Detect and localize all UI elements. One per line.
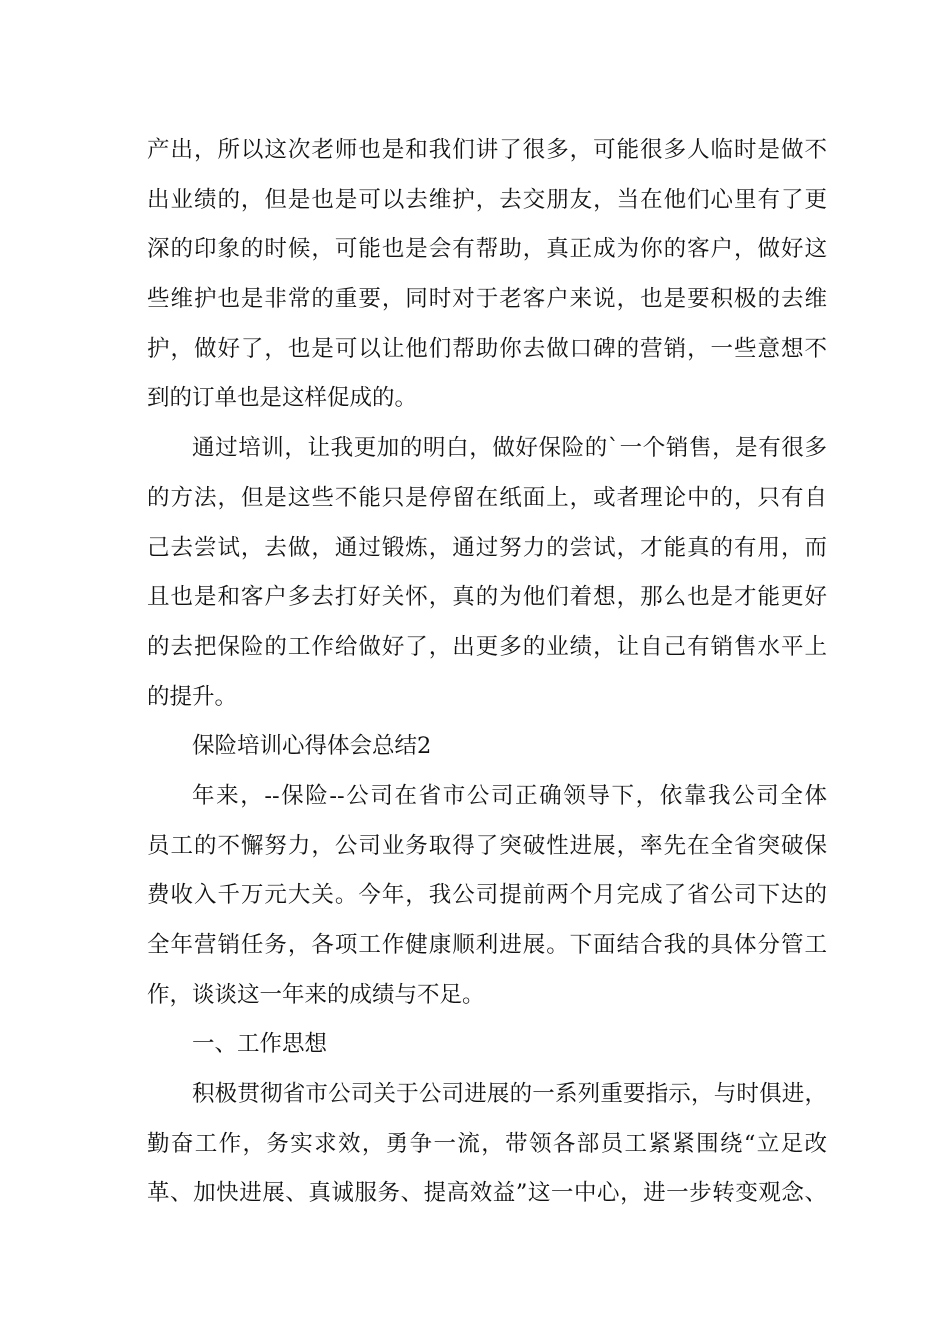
text-line: 全年营销任务，各项工作健康顺利进展。下面结合我的具体分管工 <box>147 932 827 958</box>
paragraph-start-line: 积极贯彻省市公司关于公司进展的一系列重要指示，与时俱进， <box>192 1081 827 1108</box>
text-line: 的方法，但是这些不能只是停留在纸面上，或者理论中的，只有自 <box>147 484 827 511</box>
text-line: 且也是和客户多去打好关怀，真的为他们着想，那么也是才能更好 <box>147 584 827 611</box>
text-line: 员工的不懈努力，公司业务取得了突破性进展，率先在全省突破保 <box>147 832 827 859</box>
text-line: 勤奋工作，务实求效，勇争一流，带领各部员工紧紧围绕“立足改 <box>147 1130 827 1157</box>
text-line: 护，做好了，也是可以让他们帮助你去做口碑的营销，一些意想不 <box>147 335 827 362</box>
text-line: 作，谈谈这一年来的成绩与不足。 <box>147 981 485 1008</box>
text-line: 出业绩的，但是也是可以去维护，去交朋友，当在他们心里有了更 <box>147 186 827 213</box>
text-line: 的提升。 <box>147 683 238 710</box>
text-line: 费收入千万元大关。今年，我公司提前两个月完成了省公司下达的 <box>147 882 827 909</box>
text-line: 深的印象的时候，可能也是会有帮助，真正成为你的客户，做好这 <box>147 236 827 263</box>
paragraph-start-line: 年来，--保险--公司在省市公司正确领导下，依靠我公司全体 <box>192 782 827 809</box>
section-title: 保险培训心得体会总结2 <box>192 733 432 760</box>
paragraph-start-line: 通过培训，让我更加的明白，做好保险的`一个销售，是有很多 <box>192 435 827 462</box>
text-line: 产出，所以这次老师也是和我们讲了很多，可能很多人临时是做不 <box>147 137 827 163</box>
document-body <box>147 126 827 1219</box>
text-line: 的去把保险的工作给做好了，出更多的业绩，让自己有销售水平上 <box>147 633 827 660</box>
subsection-heading: 一、工作思想 <box>192 1031 328 1058</box>
text-line: 到的订单也是这样促成的。 <box>147 385 418 412</box>
text-line: 些维护也是非常的重要，同时对于老客户来说，也是要积极的去维 <box>147 286 827 313</box>
text-line: 己去尝试，去做，通过锻炼，通过努力的尝试，才能真的有用，而 <box>147 534 827 561</box>
text-line: 革、加快进展、真诚服务、提高效益”这一中心，进一步转变观念、 <box>147 1180 827 1207</box>
